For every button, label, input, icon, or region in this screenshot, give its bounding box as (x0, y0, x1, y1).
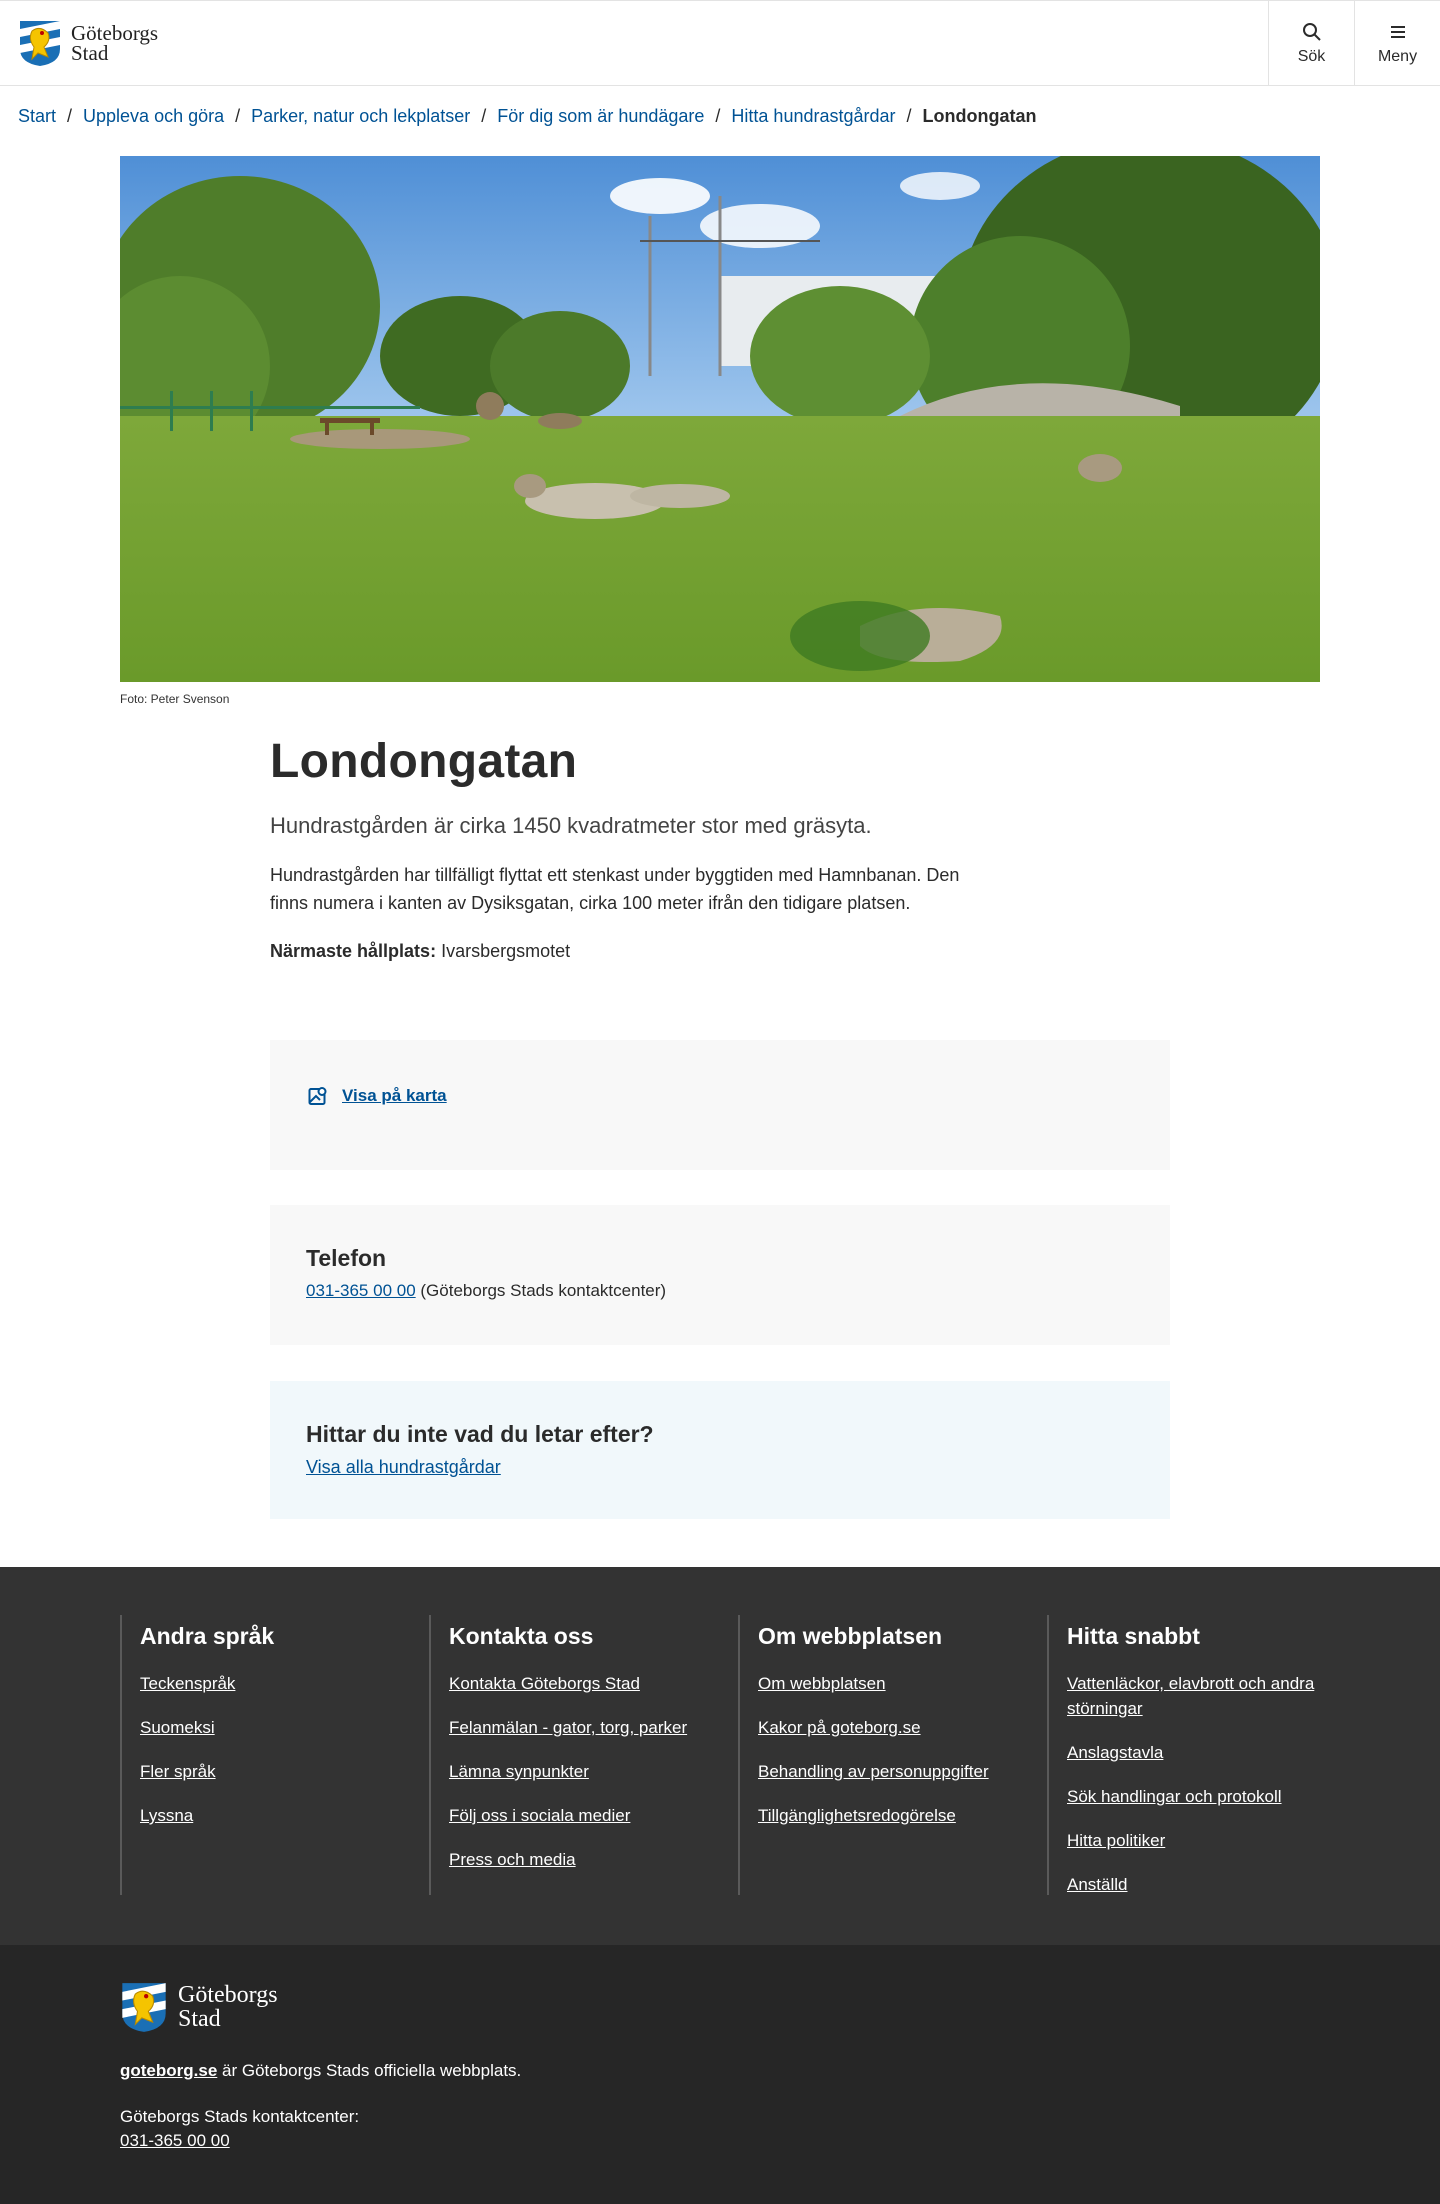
footer-link[interactable]: Felanmälan - gator, torg, parker (449, 1718, 688, 1737)
nearest-stop-value: Ivarsbergsmotet (441, 941, 571, 961)
park-photo (120, 156, 1320, 682)
footer-link[interactable]: Kakor på goteborg.se (758, 1718, 921, 1737)
info-heading: Hittar du inte vad du letar efter? (306, 1421, 654, 1447)
site-statement (120, 2061, 521, 2081)
footer-link[interactable]: Tillgänglighetsredogörelse (758, 1806, 956, 1825)
menu-button[interactable] (1354, 1, 1440, 86)
site-logo[interactable] (18, 19, 158, 67)
map-pin-icon (308, 1086, 328, 1106)
show-on-map-label: Visa på karta (342, 1086, 447, 1105)
footer-link[interactable]: Anslagstavla (1067, 1743, 1164, 1762)
breadcrumb-hundrastgardar[interactable]: Hitta hundrastgårdar (731, 106, 896, 126)
breadcrumb-start[interactable]: Start (18, 106, 57, 126)
footer-link[interactable]: Fler språk (140, 1762, 216, 1781)
search-icon (1302, 22, 1322, 42)
footer-link[interactable]: Press och media (449, 1850, 576, 1869)
nearest-stop-label: Närmaste hållplats: (270, 941, 437, 961)
footer-bottom (0, 1945, 1440, 2204)
body-text: Hundrastgården har tillfälligt flyttat ett stenkast under byggtiden med Hamnbanan. Den finns numera i kanten av Dysiksgatan, cirka 100 meter ifrån den tidigare platsen. (270, 865, 960, 913)
footer-column-heading: Kontakta oss (449, 1623, 594, 1649)
photo-caption: Foto: Peter Svenson (120, 692, 230, 706)
footer-link[interactable]: Teckenspråk (140, 1674, 236, 1693)
site-statement-text: är Göteborgs Stads officiella webbplats. (217, 2061, 522, 2080)
footer-link[interactable]: Sök handlingar och protokoll (1067, 1787, 1282, 1806)
contact-center-number[interactable]: 031-365 00 00 (120, 2131, 230, 2150)
footer-column-heading: Om webbplatsen (758, 1623, 943, 1649)
footer-link[interactable]: Lämna synpunkter (449, 1762, 589, 1781)
logo-line2: Stad (71, 41, 109, 65)
phone-box (270, 1205, 1170, 1345)
footer-link[interactable]: Behandling av personuppgifter (758, 1762, 989, 1781)
breadcrumb-separator: / (235, 106, 241, 126)
contact-center-label: Göteborgs Stads kontaktcenter: (120, 2107, 360, 2126)
phone-number-link[interactable]: 031-365 00 00 (306, 1281, 416, 1300)
footer-column-about (738, 1615, 1038, 1895)
info-box (270, 1381, 1170, 1519)
footer-link[interactable]: Om webbplatsen (758, 1674, 886, 1693)
phone-heading: Telefon (306, 1245, 387, 1271)
logo-line1: Göteborgs (71, 21, 159, 45)
map-box (270, 1040, 1170, 1170)
footer-link[interactable]: Hitta politiker (1067, 1831, 1166, 1850)
footer-column-quick (1047, 1615, 1327, 1895)
breadcrumb-current: Londongatan (922, 106, 1037, 126)
footer-link[interactable]: Anställd (1067, 1875, 1128, 1894)
footer-logo[interactable] (120, 1981, 278, 2033)
footer-column-languages (120, 1615, 420, 1895)
hamburger-icon (1388, 22, 1408, 42)
nearest-stop (270, 941, 1170, 962)
menu-label: Meny (1377, 47, 1418, 65)
search-label: Sök (1297, 47, 1326, 65)
footer-column-heading: Andra språk (140, 1623, 275, 1649)
hero-image (120, 156, 1320, 682)
footer-link[interactable]: Lyssna (140, 1806, 194, 1825)
footer-link[interactable]: Följ oss i sociala medier (449, 1806, 631, 1825)
page-title: Londongatan (270, 735, 578, 788)
footer-column-heading: Hitta snabbt (1067, 1623, 1200, 1649)
footer-link[interactable]: Vattenläckor, elavbrott och andra störningar (1067, 1674, 1315, 1718)
footer-logo-line2: Stad (178, 2006, 221, 2032)
breadcrumb-separator: / (906, 106, 912, 126)
phone-note: (Göteborgs Stads kontaktcenter) (420, 1281, 667, 1300)
footer-links (0, 1567, 1440, 1945)
city-crest-icon (18, 19, 62, 67)
breadcrumb (18, 106, 1037, 127)
breadcrumb-separator: / (481, 106, 487, 126)
preamble: Hundrastgården är cirka 1450 kvadratmeter stor med gräsyta. (270, 813, 872, 838)
breadcrumb-separator: / (67, 106, 73, 126)
site-header (0, 0, 1440, 86)
search-button[interactable] (1268, 1, 1354, 86)
site-link[interactable]: goteborg.se (120, 2061, 218, 2080)
breadcrumb-parker[interactable]: Parker, natur och lekplatser (251, 106, 471, 126)
main-content (270, 728, 1170, 1477)
breadcrumb-separator: / (715, 106, 721, 126)
phone-line (306, 1281, 666, 1301)
all-dog-parks-link[interactable]: Visa alla hundrastgårdar (306, 1457, 501, 1477)
show-on-map-link[interactable] (308, 1086, 447, 1106)
breadcrumb-uppleva[interactable]: Uppleva och göra (83, 106, 225, 126)
footer-link[interactable]: Kontakta Göteborgs Stad (449, 1674, 640, 1693)
breadcrumb-hundagare[interactable]: För dig som är hundägare (497, 106, 705, 126)
footer-column-contact (429, 1615, 729, 1895)
city-crest-icon (120, 1981, 168, 2033)
footer-link[interactable]: Suomeksi (140, 1718, 215, 1737)
footer-logo-line1: Göteborgs (178, 1982, 278, 2008)
